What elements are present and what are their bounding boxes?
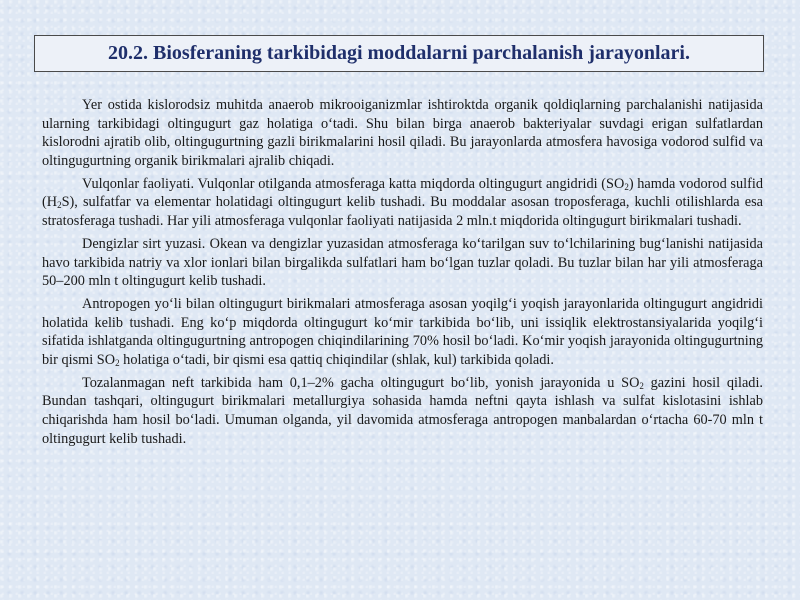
subscript: 2: [624, 181, 629, 192]
paragraph-2: Vulqonlar faoliyati. Vulqonlar otilganda atmosferaga katta miqdorda oltingugurt angidridi $(SO_2)$ hamda vodorod sulfid $(H_2S)$, sulfatfar va elementar holatidagi oltingugurt kelib tushadi. Bu moddalar asosan troposferaga, kuchli otilishlarda esa stratosferaga tushadi. Har yili atmosferaga vulqonlar faoliyati natijasida 2 mln.t miqdorida oltingugurt birikmalari tushadi.: [42, 175, 763, 229]
subscript: 2: [57, 200, 62, 211]
paragraph-3: Dengizlar sirt yuzasi. Okean va dengizlar yuzasidan atmosferaga ko‘tarilgan suv to‘lchilarining bug‘lanishi natijasida havo tarkibida natriy va xlor ionlari bilan birgalikda sulfatlari ham bo‘lgan tuzlar qoladi. Bu tuzlar bilan har yili atmosferaga 50–200 mln t oltingugurt kelib tushadi.: [42, 235, 763, 290]
subscript: 2: [115, 357, 120, 368]
paragraph-4: Antropogen yo‘li bilan oltingugurt birikmalari atmosferaga asosan yoqilg‘i yoqish jarayonlarida oltingugurt angidridi holatida kelib tushadi. Eng ko‘p miqdorda oltingugurt ko‘mir tarkibida bo‘lib, uni issiqlik elektrostansiyalarida yoqilg‘i sifatida ishlatganda oltingugurtning antropogen chiqindilarining 70% hosil bo‘ladi. Ko‘mir yoqish jarayonida oltingugurtning bir qismi $SO_2$ holatiga o‘tadi, bir qismi esa qattiq chiqindilar (shlak, kul) tarkibida qoladi.: [42, 296, 763, 368]
title-box: [34, 35, 764, 72]
paragraph-1: Yer ostida kislorodsiz muhitda anaerob mikrooiganizmlar ishtiroktda organik qoldiqlarning parchalanishi natijasida ularning tarkibidagi oltingugurt gaz holatiga o‘tadi. Shu bilan birga anaerob bakteriyalar suvdagi erigan sulfatlardan kislorodni ajratib olib, oltingugurtning gazli birikmalarini hosil qiladi. Bu jarayonlarda atmosfera havosiga vodorod sulfid va oltingugurtning organik birikmalari ajralib chiqadi.: [42, 97, 763, 169]
paragraph-5: Tozalanmagan neft tarkibida ham 0,1–2% gacha oltingugurt bo‘lib, yonish jarayonida u $SO_2$ gazini hosil qiladi. Bundan tashqari, oltingugurt birikmalari metallurgiya sohasida hamda neftni qayta ishlash va sulfat kislotasini ishlab chiqarishda ham hosil bo‘ladi. Umuman olganda, yil davomida atmosferaga antropogen manbalardan o‘rtacha 60-70 mln t oltingugurt kelib tushadi.: [42, 374, 763, 447]
subscript: 2: [639, 380, 644, 391]
page-title: 20.2. Biosferaning tarkibidagi moddalarni parchalanish jarayonlari.: [108, 42, 690, 64]
body-text: [42, 96, 763, 453]
